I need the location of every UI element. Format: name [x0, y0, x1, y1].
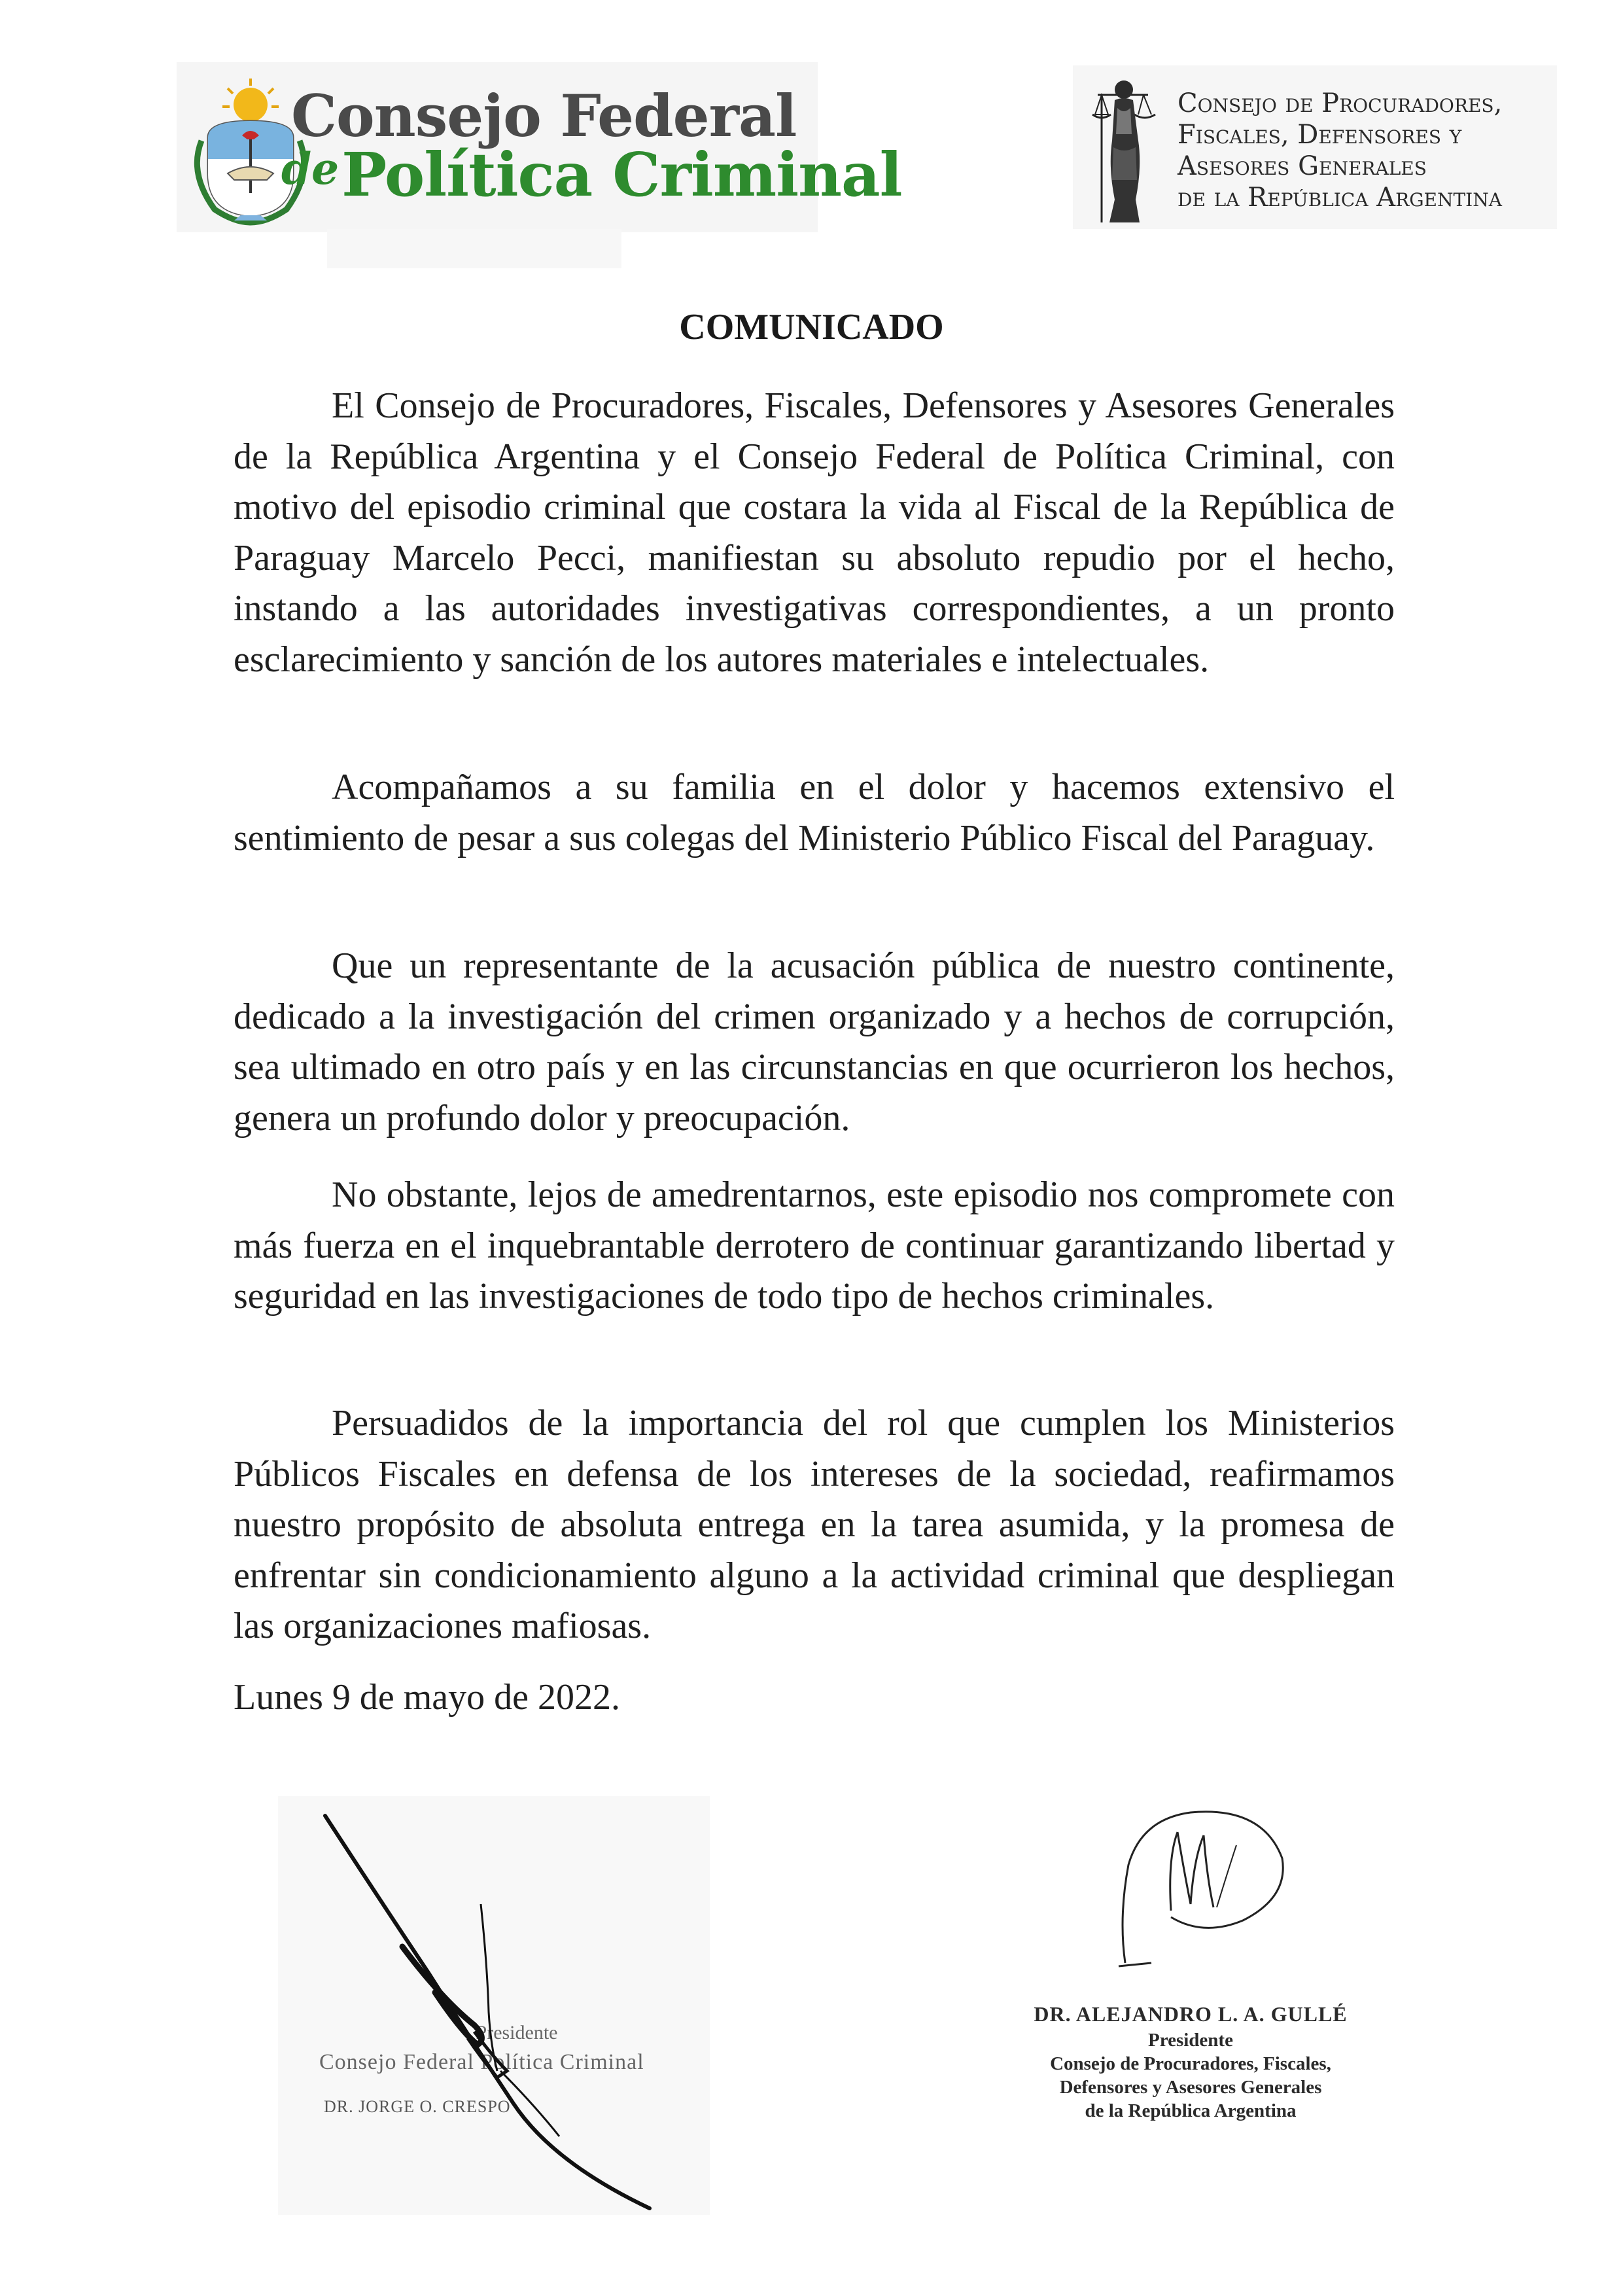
- document-title: COMUNICADO: [679, 307, 944, 347]
- signature-left-name: DR. JORGE O. CRESPO: [324, 2097, 511, 2116]
- signature-left-handwriting: [278, 1796, 710, 2215]
- consejo-federal-logo: [177, 62, 902, 232]
- logo-right-line2: Fiscales, Defensores y: [1178, 120, 1462, 150]
- logo-title-line1: Consejo Federal: [291, 82, 797, 150]
- logo-title-main: Política Criminal: [341, 139, 902, 210]
- logo-right-line1: Consejo de Procuradores,: [1178, 88, 1503, 118]
- paragraph-3: Que un representante de la acusación pública de nuestro continente, dedicado a la investigación del crimen organizado y a hechos de corrupción, sea ultimado en otro país y en las circunstancias en que ocurrieron los hechos, genera un profundo dolor y preocupación.: [234, 945, 1395, 1139]
- paragraph-5: Persuadidos de la importancia del rol que cumplen los Ministerios Públicos Fiscales en defensa de los intereses de la sociedad, reafirmamos nuestro propósito de absoluta entrega en la tarea asumida, y la promesa de enfrentar sin condicionamiento alguno a la actividad criminal que despliegan las organizaciones mafiosas.: [234, 1403, 1395, 1646]
- signature-right-handwriting: [1079, 1786, 1354, 1983]
- signature-left-role: Presidente: [476, 2022, 558, 2043]
- document-date: Lunes 9 de mayo de 2022.: [234, 1677, 620, 1718]
- paragraph-4: No obstante, lejos de amedrentarnos, este episodio nos compromete con más fuerza en el inquebrantable derrotero de continuar garantizando libertad y seguridad en las investigaciones de todo tipo de hechos criminales.: [234, 1174, 1395, 1316]
- lady-justice-icon: [1086, 69, 1158, 226]
- consejo-procuradores-logo: [1073, 65, 1557, 229]
- logo-title-prefix: de: [281, 143, 340, 194]
- signature-right-org-line1: Consejo de Procuradores, Fiscales,: [1050, 2053, 1331, 2074]
- logo-right-line3: Asesores Generales: [1178, 151, 1427, 181]
- signature-right-org-line2: Defensores y Asesores Generales: [1059, 2077, 1322, 2098]
- signature-left-org: Consejo Federal Política Criminal: [319, 2050, 644, 2074]
- signature-right-name: DR. ALEJANDRO L. A. GULLÉ: [1034, 2002, 1348, 2026]
- logo-shadow: [327, 229, 621, 268]
- logo-right-line4: de la República Argentina: [1178, 183, 1502, 213]
- signature-right-role: Presidente: [1148, 2030, 1233, 2051]
- signature-right-org-line3: de la República Argentina: [1085, 2100, 1297, 2121]
- paragraph-1: El Consejo de Procuradores, Fiscales, Defensores y Asesores Generales de la República Argentina y el Consejo Federal de Política Criminal, con motivo del episodio criminal que costara la vida al Fiscal de la República de Paraguay Marcelo Pecci, manifiestan su absoluto repudio por el hecho, instando a las autoridades investigativas correspondientes, a un pronto esclarecimiento y sanción de los autores materiales e intelectuales.: [234, 385, 1395, 680]
- paragraph-2: Acompañamos a su familia en el dolor y hacemos extensivo el sentimiento de pesar a sus colegas del Ministerio Público Fiscal del Paraguay.: [234, 767, 1395, 858]
- logo-title-line2: [281, 139, 902, 210]
